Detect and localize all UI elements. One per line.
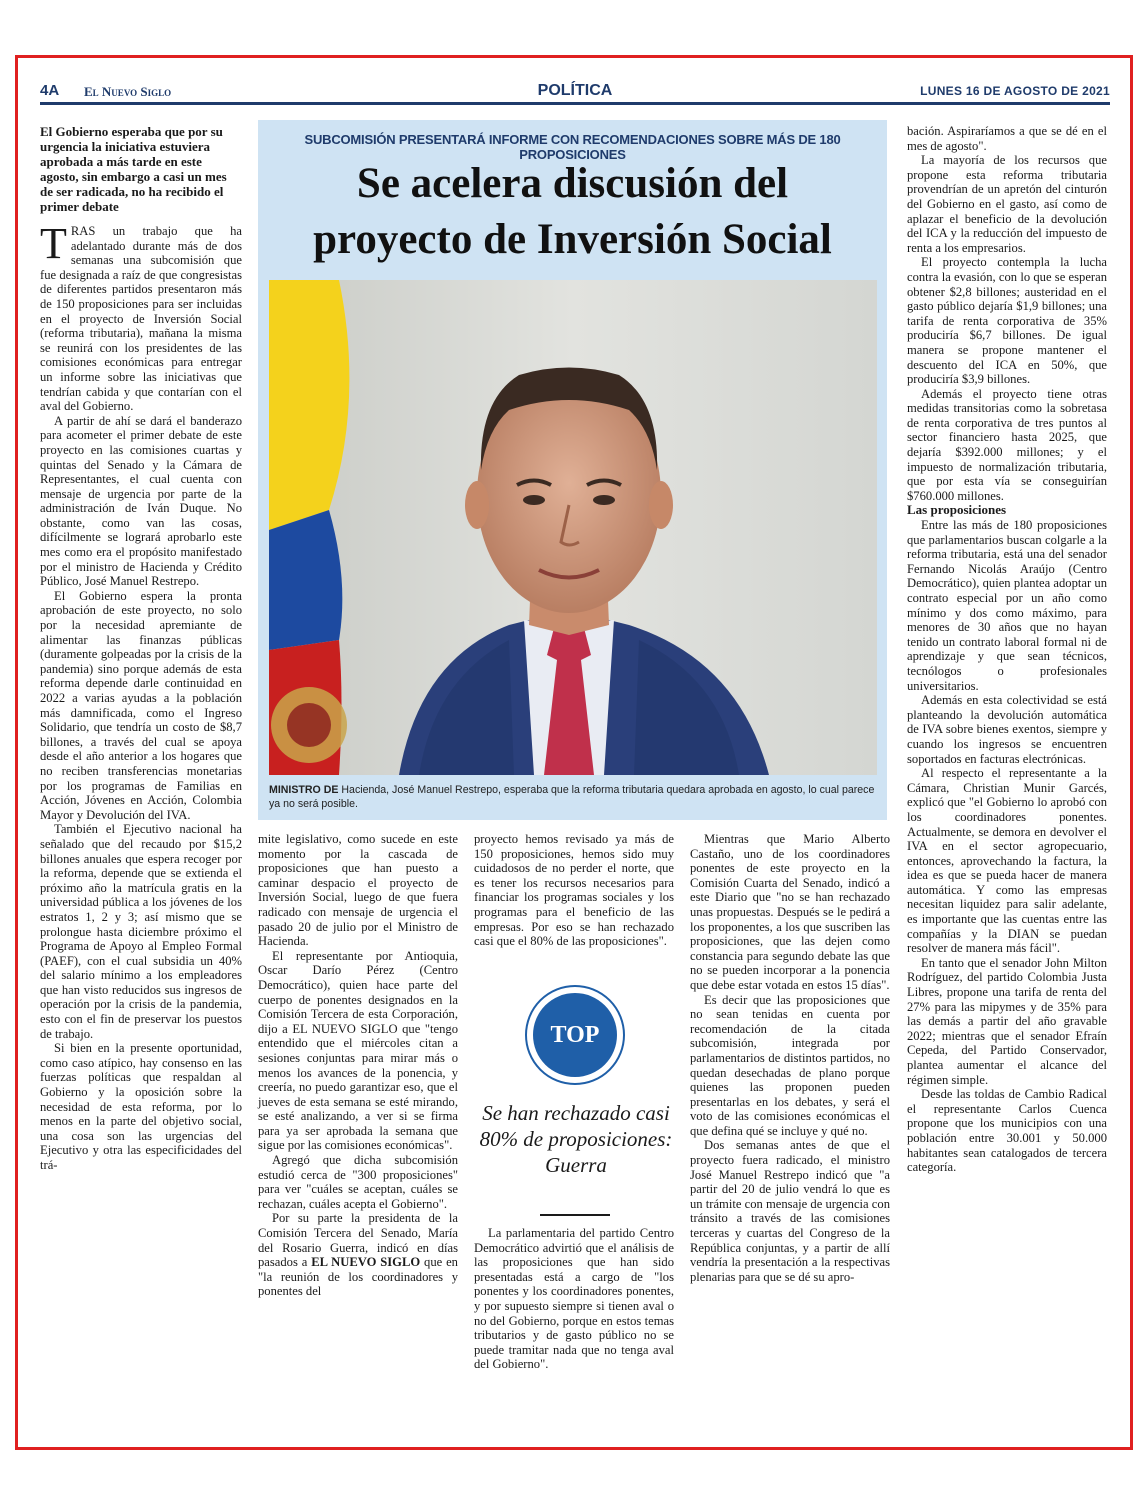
paragraph: proyecto hemos revisado ya más de 150 proposiciones, hemos sido muy cuidadosos de no perder el norte, que es tener los recursos necesarios para financiar los programas sociales y los programas para el beneficio de las empresas. Por eso se han rechazado casi que el 80% de las proposiciones". bbox=[474, 832, 674, 949]
paragraph: La mayoría de los recursos que propone esta reforma tributaria provendrían de un apretón del cinturón del Gobierno en el gasto, así como de aplazar el beneficio de la devolución del ICA y la reducción del impuesto de renta a los empresarios. bbox=[907, 153, 1107, 255]
column-1 bbox=[40, 124, 242, 1173]
paragraph: Desde las toldas de Cambio Radical el representante Carlos Cuenca propone que los municipios con una población entre 30.001 y 50.000 habitantes sean catalogados de tercera categoría. bbox=[907, 1087, 1107, 1175]
drop-cap: T bbox=[40, 219, 67, 268]
paragraph: Si bien en la presente oportunidad, como caso atípico, hay consenso en las fuerzas políticas que respaldan al Gobierno y la oposición sobre la necesidad de esta reforma, por lo menos en la parte del objetivo social, una cosa son las urgencias del Ejecutivo y otra las especificidades del trá- bbox=[40, 1041, 242, 1172]
top-badge-label: TOP bbox=[533, 993, 617, 1077]
column-3 bbox=[474, 832, 674, 949]
paragraph: El proyecto contempla la lucha contra la evasión, con lo que se esperan obtener $2,8 billones; austeridad en el gasto público dejaría $1,9 billones; una tarifa de renta corporativa de 35% produciría $6,7 billones. De igual manera se propone mantener el descuento del ICA en 50%, que produciría $3,9 billones. bbox=[907, 255, 1107, 387]
paragraph: En tanto que el senador John Milton Rodríguez, del partido Colombia Justa Libres, propone una tarifa de renta del 27% para las mipymes y de 35% para las demás a partir del año gravable 2022; mientras que el senador Efraín Cepeda, del Partido Conservador, plantea aumentar el alcance del régimen simple. bbox=[907, 955, 1107, 1087]
paragraph: mite legislativo, como sucede en este momento por la cascada de proposiciones que han puesto a caminar despacio el proyecto de Inversión Social, luego de que fuera radicado con mensaje de urgencia el pasado 20 de julio por el Ministro de Hacienda. bbox=[258, 832, 458, 949]
column-3-lower bbox=[474, 1226, 674, 1372]
top-badge bbox=[525, 985, 625, 1085]
column-5 bbox=[907, 124, 1107, 1175]
paragraph: Al respecto el representante a la Cámara, Christian Munir Garcés, explicó que "el Gobierno lo aprobó con los coordinadores ponentes. Actualmente, se demora en devolver el IVA en el sector agropecuario, entonces, aprovechando la factura, la idea es que se pueda hacer de manera automática. Y como las empresas necesitan liquidez para salir adelante, es importante que las cuentas entre las compañías y la DIAN se puedan resolver de manera más fácil". bbox=[907, 766, 1107, 956]
paragraph: Entre las más de 180 proposiciones que parlamentarios buscan colgarle a la reforma tributaria, está una del senador Fernando Nicolás Araújo (Centro Democrático), quien plantea adoptar un contrato especial por un año como mínimo y dos como máximo, para menores de 30 años que no hayan tenido un contrato laboral formal ni de aprendizaje y que sean técnicos, tecnólogos o profesionales universitarios. bbox=[907, 518, 1107, 693]
paragraph: Dos semanas antes de que el proyecto fuera radicado, el ministro José Manuel Restrepo indicó que "a partir del 20 de julio vendrá lo que es un trámite con mensaje de urgencia con tránsito a través de las comisiones terceras y cuartas del Congreso de la República conjuntas, y a partir de allí vendría la presentación a la respectivas plenarias para que se dé su apro- bbox=[690, 1138, 890, 1284]
paragraph: Es decir que las proposiciones que no sean tenidas en cuenta por recomendación de la citada subcomisión, integrada por parlamentarios de distintos partidos, no quedan desechadas de plano porque quienes las proponen pueden presentarlas en los debates, y será el voto de las comisiones económicas el que defina qué se incluye y qué no. bbox=[690, 992, 890, 1138]
paragraph: Agregó que dicha subcomisión estudió cerca de "300 proposiciones" para ver "cuáles se aceptan, cuáles se rechazan, cuáles acepta el Gobierno". bbox=[258, 1153, 458, 1211]
kicker: SUBCOMISIÓN PRESENTARÁ INFORME CON RECOMENDACIONES SOBRE MÁS DE 180 PROPOSICIONES bbox=[304, 132, 841, 162]
pull-quote-rule bbox=[540, 1214, 610, 1216]
paragraph: La parlamentaria del partido Centro Democrático advirtió que el análisis de las proposiciones que han sido presentadas está a cargo de "los ponentes y los coordinadores ponentes, y por supuesto siempre si tienen aval o no del Gobierno, porque en estos temas tributarios y de gasto público no se puede tramitar nada que no tenga aval del Gobierno". bbox=[474, 1226, 674, 1372]
paragraph: El representante por Antioquia, Oscar Darío Pérez (Centro Democrático), quien hace parte del cuerpo de ponentes designados en la Comisión Tercera de esta Corporación, dijo a EL NUEVO SIGLO que "tengo entendido que el miércoles citan a sesiones conjuntas para mirar más o menos los avances de la ponencia, y creería, no puedo garantizar eso, que el jueves de esta semana se esté mirando, se esté analizando, a ver si se firma para ya ser aprobada la semana que sigue por las comisiones económicas". bbox=[258, 948, 458, 1153]
paragraph: Mientras que Mario Alberto Castaño, uno de los coordinadores ponentes de este proyecto en la Comisión Cuarta del Senado, indicó a este Diario que "no se han rechazado unas propuestas. Después se le pedirá a los proponentes, a los que suscriben las proposiciones, que las dejen como constancia para segundo debate las que no se pueden incorporar a la ponencia que debe estar votada en estos 15 días". bbox=[690, 832, 890, 992]
paragraph: A partir de ahí se dará el banderazo para acometer el primer debate de este proyecto en las comisiones cuartas y quintas del Senado y la Cámara de Representantes, el cual cuenta con mensaje de urgencia por parte de la administración de Iván Duque. No obstante, como van las cosas, difícilmente se logrará aprobarlo este mes como era el propósito manifestado por el ministro de Hacienda y Crédito Público, José Manuel Restrepo. bbox=[40, 413, 242, 589]
headline: Se acelera discusión del proyecto de Inversión Social bbox=[313, 160, 832, 263]
paragraph: También el Ejecutivo nacional ha señalado que del recaudo por $15,2 billones anuales que espera recoger por la reforma, depende que se extienda el próximo año la matrícula gratis en la universidad pública a los jóvenes de los estratos 1, 2 y 3; así mismo que se prolongue hasta diciembre próximo el Programa de Apoyo al Empleo Formal (PAEF), con el cual subsidia un 40% del salario mínimo a los empleadores que han visto reducidos sus ingresos de operación por la crisis de la pandemia, esto con el fin de preservar los puestos de trabajo. bbox=[40, 822, 242, 1041]
article-subhead: El Gobierno esperaba que por su urgencia la iniciativa estuviera aprobada a más tarde en este agosto, sin embargo a casi un mes de ser radicada, no ha recibido el primer debate bbox=[40, 124, 227, 214]
paragraph: bación. Aspiraríamos a que se dé en el mes de agosto". bbox=[907, 124, 1107, 153]
pull-quote: Se han rechazado casi 80% de proposiciones: Guerra bbox=[479, 1101, 673, 1177]
paragraph: El Gobierno espera la pronta aprobación de este proyecto, no solo por la necesidad apremiante de alimentar las finanzas públicas (duramente golpeadas por la crisis de la pandemia) sino porque además de esta reforma depende darle continuidad en 2022 a varias ayudas a la población más damnificada, como el Ingreso Solidario, que tendría un costo de $8,7 billones, a través del cual se apoya desde el año anterior a los hogares que no reciben transferencias monetarias por los programas de Familias en Acción, Jóvenes en Acción, Colombia Mayor y Devolución del IVA. bbox=[40, 588, 242, 822]
paragraph: Por su parte la presidenta de la Comisión Tercera del Senado, María del Rosario Guerra, indicó en días pasados a EL NUEVO SIGLO que en "la reunión de los coordinadores y ponentes del bbox=[258, 1211, 458, 1299]
paragraph: Además el proyecto tiene otras medidas transitorias como la sobretasa de renta corporativa de tres puntos al sector financiero hasta 2025, que dejaría $392.000 millones; y el impuesto de normalización tributaria, que por esta vía se conseguirían $760.000 millones. bbox=[907, 386, 1107, 503]
issue-date: LUNES 16 DE AGOSTO DE 2021 bbox=[920, 84, 1110, 98]
column-4 bbox=[690, 832, 890, 1284]
paragraph: TRAS un trabajo que ha adelantado durante más de dos semanas una subcomisión que fue designada a raíz de que congresistas de diferentes partidos presentaron más de 150 proposiciones para ser incluidas en el proyecto de Inversión Social (reforma tributaria), mañana la misma se reunirá con los presidentes de las comisiones económicas para entregar un informe sobre las iniciativas que tendrían cabida y que contarían con el aval del Gobierno. bbox=[40, 219, 242, 414]
minister-photo bbox=[269, 280, 877, 775]
page-header bbox=[40, 82, 1110, 105]
paragraph: Además en esta colectividad se está planteando la devolución automática de IVA sobre bienes exentos, siempre y cuando los ingresos se encuentren soportados en facturas electrónicas. bbox=[907, 693, 1107, 766]
column-2 bbox=[258, 832, 458, 1299]
headline-block bbox=[258, 120, 887, 820]
section-subhead: Las proposiciones bbox=[907, 502, 1007, 518]
page-number: 4A bbox=[40, 82, 60, 99]
newspaper-name: El Nuevo Siglo bbox=[84, 84, 172, 99]
photo-caption: MINISTRO DE Hacienda, José Manuel Restrepo, esperaba que la reforma tributaria quedara aprobada en agosto, lo cual parece ya no será posible. bbox=[269, 784, 875, 810]
section-title: POLÍTICA bbox=[537, 82, 613, 99]
